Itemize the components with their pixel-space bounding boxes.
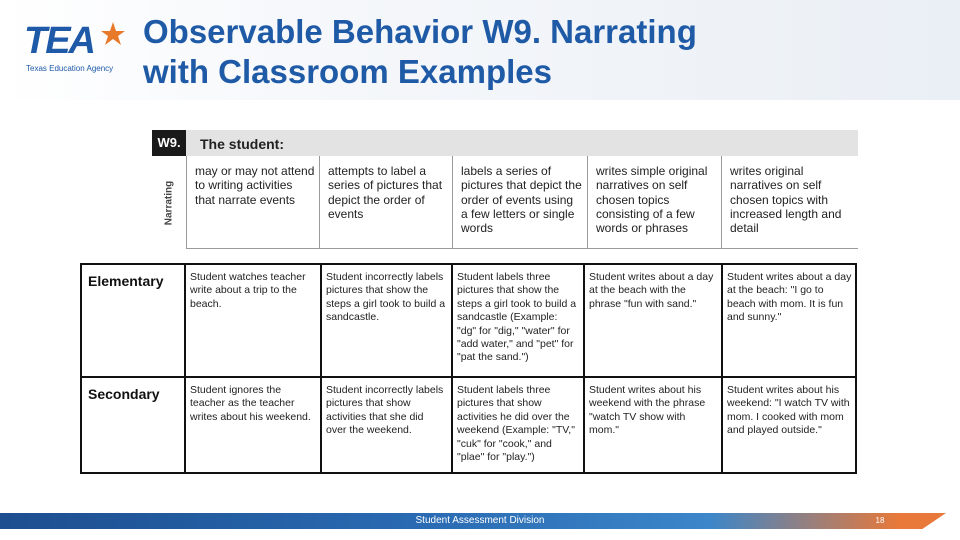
table-divider xyxy=(320,265,322,472)
rubric-header xyxy=(152,130,858,156)
table-cell: Student labels three pictures that show activities he did over the weekend (Example: "TV," "cuk" for "cook," and "plae" for "play.") xyxy=(457,384,575,464)
page-number: 18 xyxy=(875,516,885,525)
table-cell: Student writes about his weekend: "I watch TV with mom. I cooked with mom and played outside." xyxy=(727,384,850,437)
table-divider xyxy=(583,265,585,472)
rubric-level-3: labels a series of pictures that depict the order of events using a few letters or single words xyxy=(452,156,587,249)
slide-title-line-2: with Classroom Examples xyxy=(143,53,552,90)
rubric-header-text: The student: xyxy=(200,136,284,152)
rubric-excerpt xyxy=(152,130,858,249)
slide-title xyxy=(143,12,843,92)
rubric-category xyxy=(152,156,186,249)
table-divider xyxy=(451,265,453,472)
table-cell: Student writes about his weekend with the phrase "watch TV show with mom." xyxy=(589,384,706,437)
table-cell: Student watches teacher write about a trip to the beach. xyxy=(190,271,306,310)
table-cell: Student labels three pictures that show the steps a girl took to build a sandcastle (Example: "dg" for "dig," "water" for "add water," and "pet" for "pat the sand.") xyxy=(457,271,577,364)
tea-logo xyxy=(22,20,132,80)
footer-text: Student Assessment Division xyxy=(415,515,545,526)
rubric-level-2: attempts to label a series of pictures that depict the order of events xyxy=(319,156,452,249)
logo-wordmark: TEA xyxy=(24,20,94,62)
logo-subtitle: Texas Education Agency xyxy=(26,64,114,73)
row-label-elementary: Elementary xyxy=(88,273,164,289)
examples-table xyxy=(80,263,857,474)
table-divider xyxy=(721,265,723,472)
table-cell: Student ignores the teacher as the teacher writes about his weekend. xyxy=(190,384,311,423)
table-cell: Student incorrectly labels pictures that show the steps a girl took to build a sandcastle. xyxy=(326,271,446,324)
table-divider xyxy=(82,376,855,378)
row-label-secondary: Secondary xyxy=(88,386,160,402)
table-cell: Student writes about a day at the beach with the phrase "fun with sand." xyxy=(589,271,714,310)
rubric-level-4: writes simple original narratives on self chosen topics consisting of a few words or phrases xyxy=(587,156,721,249)
rubric-category-label: Narrating xyxy=(163,180,175,225)
rubric-code: W9. xyxy=(152,130,186,156)
slide-title-line-1: Observable Behavior W9. Narrating xyxy=(143,13,697,50)
table-divider xyxy=(184,265,186,472)
table-cell: Student incorrectly labels pictures that show activities that she did over the weekend. xyxy=(326,384,444,437)
rubric-level-1: may or may not attend to writing activities that narrate events xyxy=(186,156,319,249)
table-cell: Student writes about a day at the beach: "I go to beach with mom. It is fun and sunny." xyxy=(727,271,852,324)
rubric-level-5: writes original narratives on self chosen topics with increased length and detail xyxy=(721,156,858,249)
